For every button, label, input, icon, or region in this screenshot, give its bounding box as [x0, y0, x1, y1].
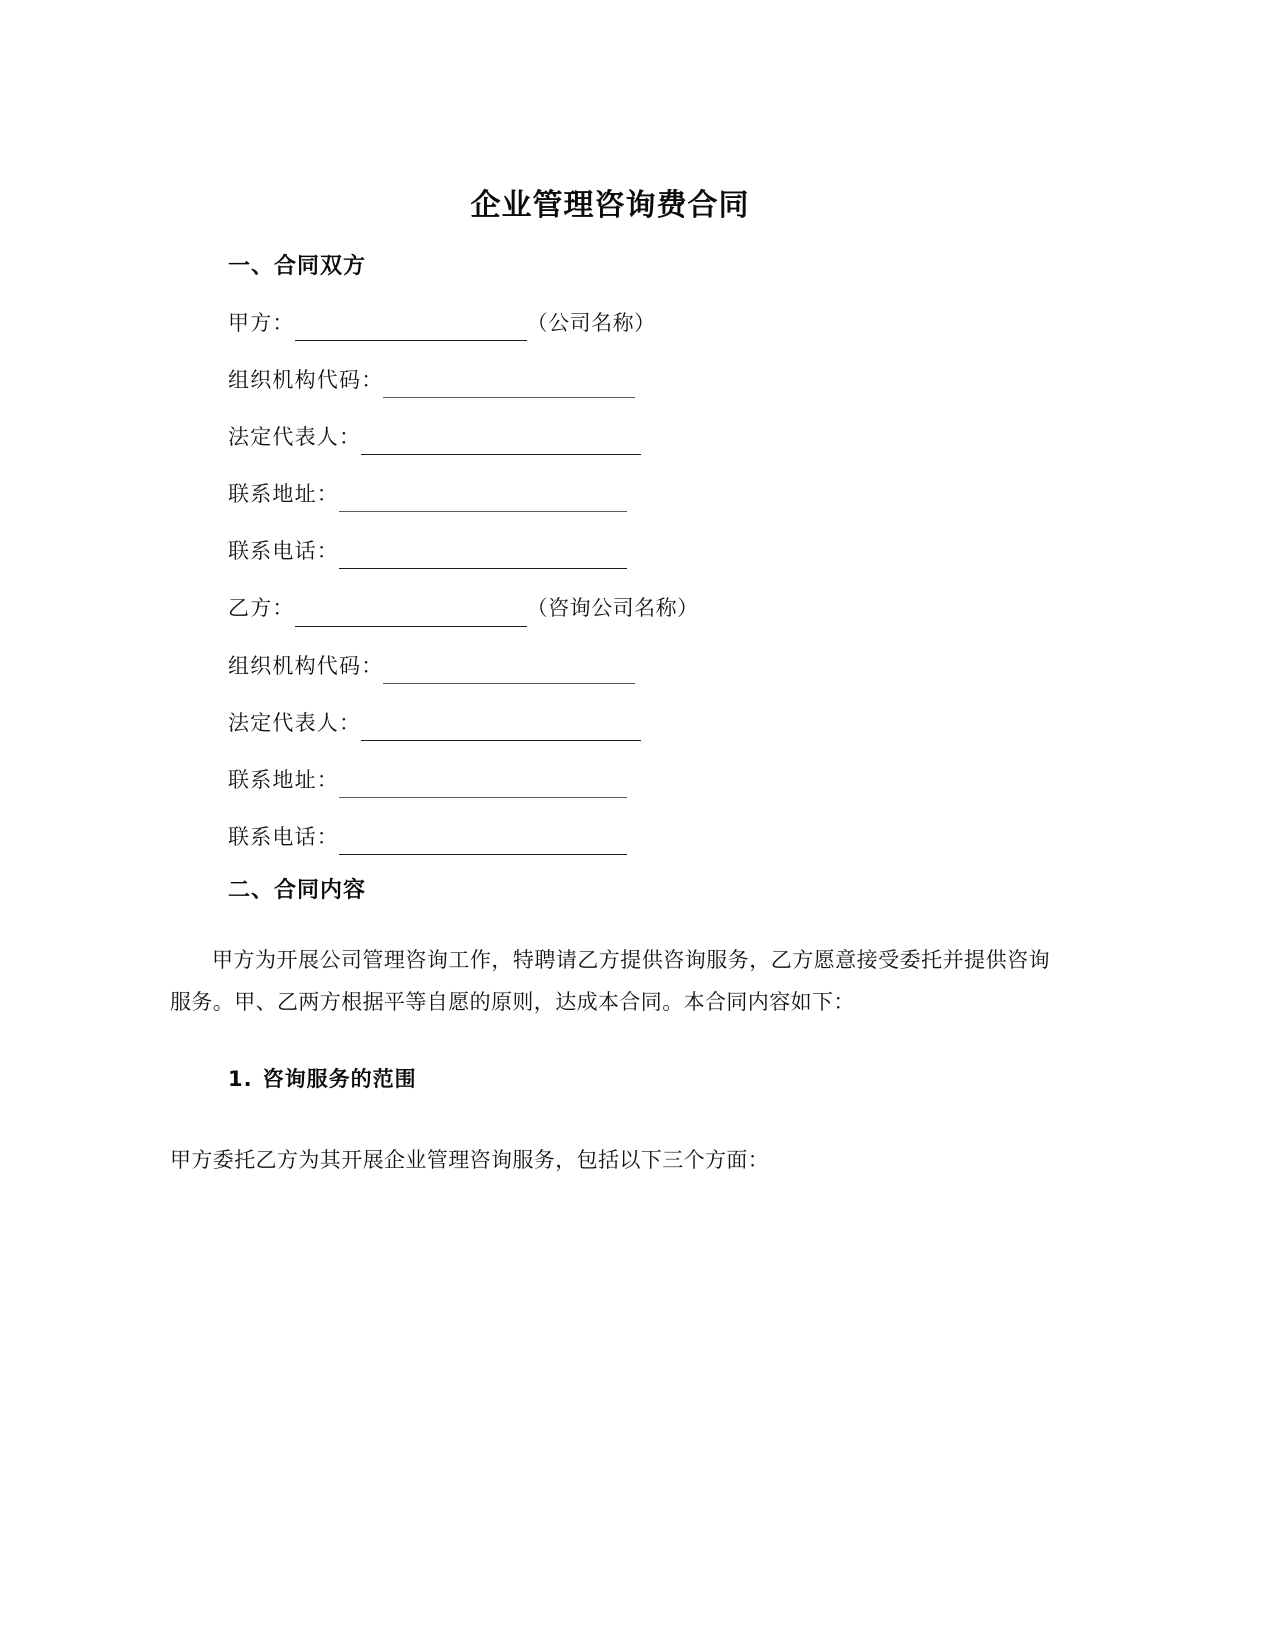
field-label: 乙方：: [228, 596, 295, 621]
field-row: [170, 711, 1050, 737]
item-number: 1.: [228, 1066, 253, 1091]
item-scope-paragraph: 甲方委托乙方为其开展企业管理咨询服务，包括以下三个方面：: [170, 1147, 770, 1172]
field-row: [170, 311, 1050, 337]
field-label: 联系电话：: [228, 825, 339, 850]
field-blank-line[interactable]: [383, 652, 635, 678]
page-title: 企业管理咨询费合同: [470, 188, 750, 223]
field-row: [170, 425, 1050, 451]
spacer: [170, 905, 1050, 939]
item-heading-scope: [170, 1063, 1050, 1093]
field-label: 甲方：: [228, 310, 295, 335]
field-blank-line[interactable]: [339, 823, 627, 849]
field-label: 联系地址：: [228, 768, 339, 792]
field-row: [170, 654, 1050, 680]
field-blank-line[interactable]: [339, 480, 627, 506]
spacer: [170, 281, 1050, 311]
field-label: 法定代表人：: [228, 710, 362, 735]
field-blank-line[interactable]: [295, 309, 527, 335]
field-label: 组织机构代码：: [228, 653, 384, 678]
field-label: 联系电话：: [228, 539, 339, 564]
field-hint: （咨询公司名称）: [526, 596, 699, 621]
field-row: [170, 368, 1050, 394]
field-label: 联系地址：: [228, 482, 339, 507]
party-fields-list: [170, 311, 1050, 852]
spacer: [170, 1093, 1050, 1139]
document-content: [170, 0, 1050, 1181]
field-blank-line[interactable]: [339, 766, 627, 792]
item-title: 咨询服务的范围: [262, 1066, 417, 1091]
field-blank-line[interactable]: [339, 537, 627, 563]
field-row: [170, 768, 1050, 794]
field-row: [170, 596, 1050, 622]
field-blank-line[interactable]: [295, 594, 527, 620]
section-heading-parties: 一、合同双方: [228, 254, 367, 279]
field-hint: （公司名称）: [526, 310, 656, 335]
field-blank-line[interactable]: [361, 709, 641, 735]
field-row: [170, 482, 1050, 508]
field-row: [170, 825, 1050, 851]
field-row: [170, 539, 1050, 565]
field-label: 组织机构代码：: [228, 367, 384, 392]
section-heading-content: 二、合同内容: [228, 878, 367, 904]
contract-content-paragraph: 甲方为开展公司管理咨询工作，特聘请乙方提供咨询服务，乙方愿意接受委托并提供咨询服务。甲、乙两方根据平等自愿的原则，达成本合同。本合同内容如下：: [170, 947, 1050, 1014]
field-label: 法定代表人：: [228, 424, 362, 449]
spacer: [170, 1023, 1050, 1063]
field-blank-line[interactable]: [361, 423, 641, 449]
field-blank-line[interactable]: [383, 366, 635, 392]
